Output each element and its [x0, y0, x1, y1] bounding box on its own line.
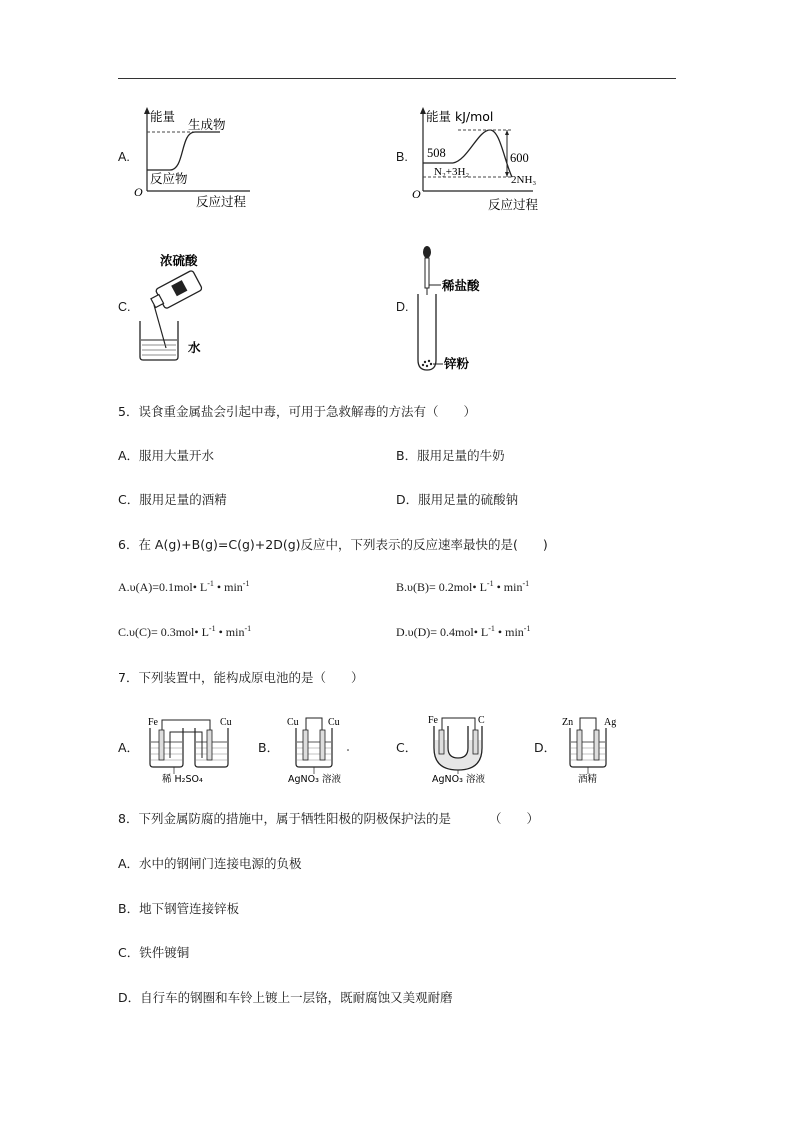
beaker-left — [150, 728, 183, 767]
q6-option-a[interactable]: A.υ(A)=0.1mol• $L^{-1}$ • $\min^{-1}$ — [118, 579, 250, 594]
dropper-tube — [425, 258, 429, 288]
solution-label: AgNO₃ 溶液 — [432, 774, 485, 784]
q7-option-d-label[interactable]: D． — [534, 740, 557, 755]
question-6-stem: 6．在 A(g)+B(g)=C(g)+2D(g)反应中，下列表示的反应速率最快的是( ) — [118, 537, 548, 552]
acid-label: 稀盐酸 — [442, 278, 480, 293]
reactant-label: 反应物 — [150, 171, 188, 186]
q8-option-a[interactable]: A．水中的钢闸门连接电源的负极 — [118, 856, 302, 871]
x-axis-title: 反应过程 — [196, 194, 247, 209]
reactants-formula: N₂+3H₂ — [434, 166, 470, 178]
product-formula: 2NH₃ — [511, 174, 537, 186]
solution-label: 酒精 — [578, 774, 598, 784]
wire — [580, 718, 596, 730]
wire — [162, 720, 210, 730]
q6-option-c[interactable]: C.υ(C)= 0.3mol• $L^{-1}$ • $\min^{-1}$ — [118, 624, 252, 639]
origin-label: O — [412, 187, 421, 201]
water-label: 水 — [188, 340, 201, 355]
figure-b-label: B. — [396, 150, 408, 164]
q8-option-c[interactable]: C．铁件镀铜 — [118, 945, 190, 960]
figure-a-energy-diagram — [130, 105, 270, 215]
q8-option-b[interactable]: B．地下钢管连接锌板 — [118, 901, 240, 916]
value-508: 508 — [427, 146, 446, 160]
acid-bottle — [148, 270, 202, 313]
q6-option-d[interactable]: D.υ(D)= 0.4mol• $L^{-1}$ • $\min^{-1}$ — [396, 624, 531, 639]
figure-d-label: D. — [396, 300, 409, 314]
electrode-fe-label: Fe — [428, 715, 438, 726]
wire — [306, 718, 322, 730]
x-axis-title: 反应过程 — [488, 197, 539, 212]
electrode-right-label: Cu — [328, 717, 340, 728]
zinc-label: 锌粉 — [444, 356, 470, 371]
q8-option-d[interactable]: D．自行车的钢圈和车铃上镀上一层铬，既耐腐蚀又美观耐磨 — [118, 990, 453, 1005]
figure-c-label: C. — [118, 300, 131, 314]
electrode-ag-label: Ag — [604, 717, 617, 728]
q5-option-d[interactable]: D．服用足量的硫酸钠 — [396, 492, 519, 507]
energy-curve — [170, 132, 220, 170]
figure-a-label: A. — [118, 150, 130, 164]
electrode-fe-label: Fe — [148, 717, 158, 728]
figure-b-energy-diagram — [408, 105, 568, 215]
solution-label: AgNO₃ 溶液 — [288, 774, 341, 784]
q6-option-b[interactable]: B.υ(B)= 0.2mol• $L^{-1}$ • $\min^{-1}$ — [396, 579, 530, 594]
glass-rod — [154, 305, 166, 348]
q5-option-c[interactable]: C．服用足量的酒精 — [118, 492, 227, 507]
beaker — [570, 728, 606, 767]
question-8-stem: 8．下列金属防腐的措施中，属于牺牲阳极的阴极保护法的是 （ ） — [118, 811, 539, 826]
electrode-cu-label: Cu — [220, 717, 232, 728]
origin-label: O — [134, 185, 143, 199]
q7-option-c-label[interactable]: C． — [396, 740, 418, 755]
q7-option-a-label[interactable]: A． — [118, 740, 140, 755]
q5-option-a[interactable]: A．服用大量开水 — [118, 448, 215, 463]
energy-axis-title: 能量 kJ/mol — [426, 109, 494, 124]
question-5-stem: 5．误食重金属盐会引起中毒，可用于急救解毒的方法有（ ） — [118, 404, 476, 419]
dropper-bulb — [423, 246, 431, 258]
header-rule — [118, 78, 676, 79]
solution-label: 稀 H₂SO₄ — [162, 774, 203, 784]
product-label: 生成物 — [188, 117, 226, 132]
q7-device-b — [282, 712, 362, 784]
q7-device-c — [420, 710, 510, 784]
energy-axis-title: 能量 — [150, 109, 176, 124]
figure-c-apparatus — [130, 245, 240, 365]
beaker — [296, 728, 332, 767]
q7-device-a — [140, 712, 250, 784]
electrode-zn-label: Zn — [562, 717, 574, 728]
question-7-stem: 7．下列装置中，能构成原电池的是（ ） — [118, 670, 364, 685]
electrode-c-label: C — [478, 715, 485, 726]
q7-option-b-label[interactable]: B． — [258, 740, 280, 755]
value-600: 600 — [510, 151, 529, 165]
electrode-left-label: Cu — [287, 717, 299, 728]
u-tube-inner — [448, 726, 468, 758]
q7-device-d — [560, 712, 630, 784]
q5-option-b[interactable]: B．服用足量的牛奶 — [396, 448, 505, 463]
acid-label: 浓硫酸 — [160, 253, 198, 268]
answer-paren: （ ） — [488, 811, 539, 826]
figure-d-apparatus — [405, 240, 515, 375]
test-tube — [418, 294, 436, 370]
wire — [442, 718, 475, 730]
